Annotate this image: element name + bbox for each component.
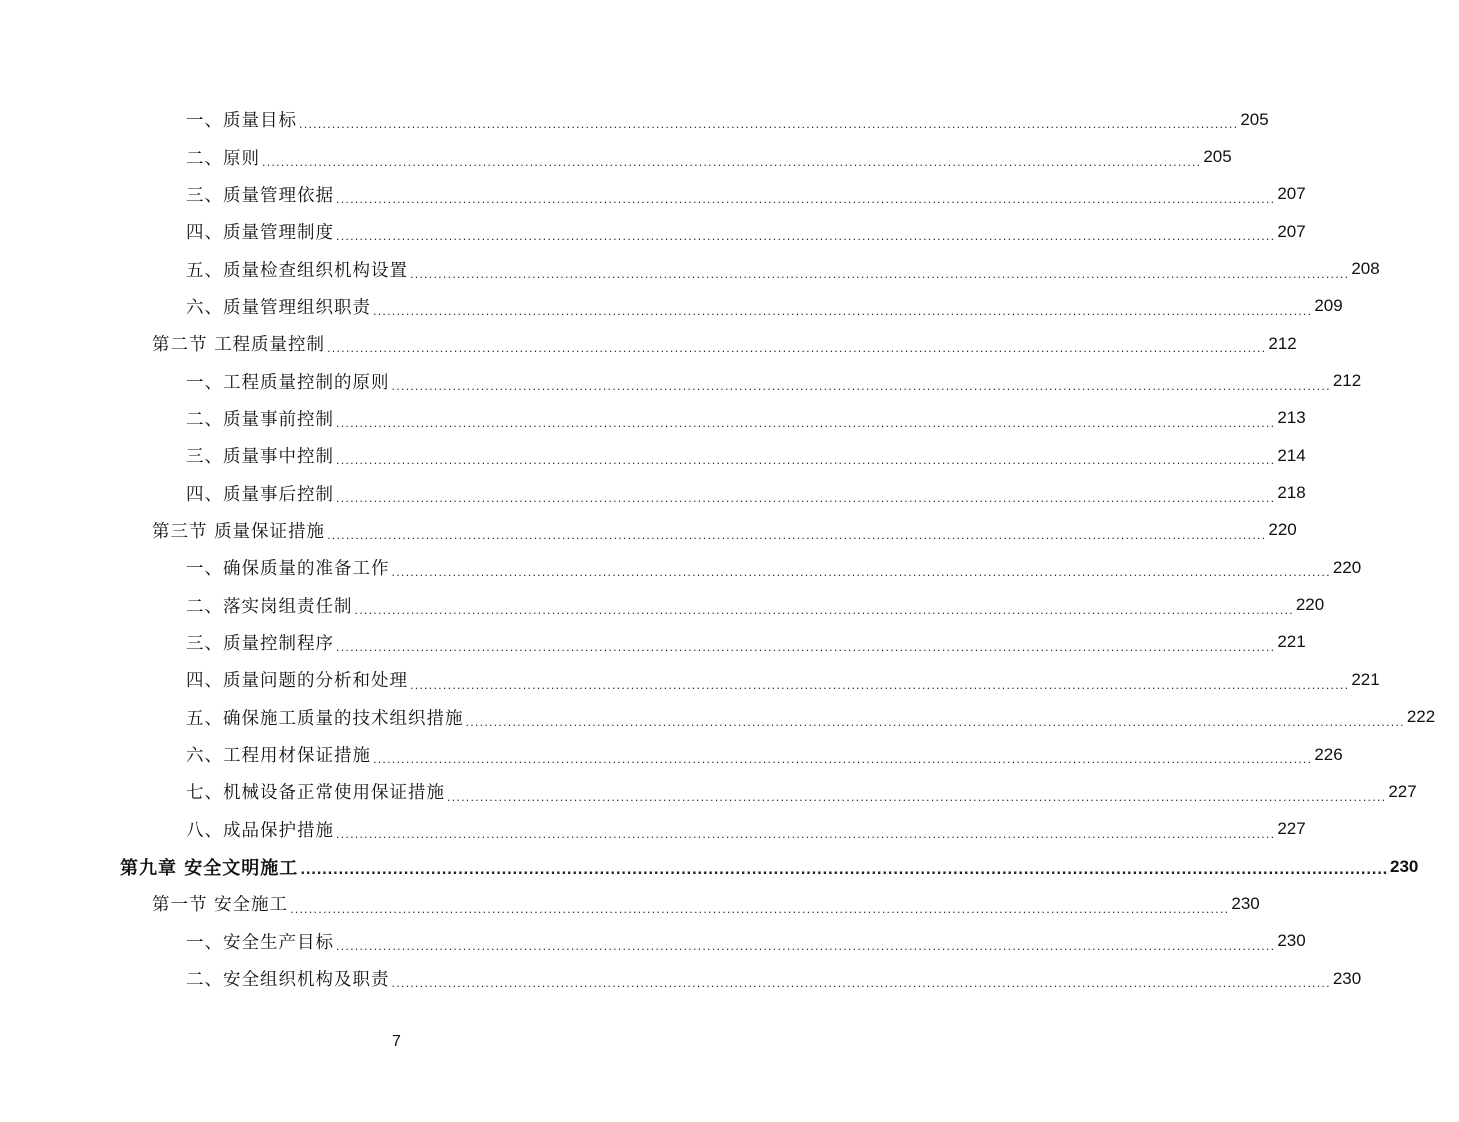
toc-leader-dots: ........................................................................................................................................................................................................ bbox=[373, 753, 1313, 767]
toc-entry-title: 四、质量问题的分析和处理 bbox=[186, 671, 408, 692]
toc-leader-dots: ........................................................................................................................................................................................................ bbox=[391, 379, 1331, 393]
toc-entry[interactable] bbox=[0, 885, 1260, 922]
toc-entry-title: 第九章 安全文明施工 bbox=[120, 857, 299, 879]
toc-leader-dots: ........................................................................................................................................................................................................ bbox=[391, 977, 1331, 991]
toc-leader-dots: ........................................................................................................................................................................................................ bbox=[336, 641, 1276, 655]
toc-entry-page: 212 bbox=[1332, 371, 1362, 391]
toc-leader-dots: ........................................................................................................................................................................................................ bbox=[410, 267, 1350, 281]
toc-entry[interactable] bbox=[0, 101, 1269, 138]
toc-leader-dots: ........................................................................................................................................................................................................ bbox=[336, 939, 1276, 953]
toc-entry[interactable] bbox=[0, 773, 1417, 810]
toc-entry-page: 222 bbox=[1406, 707, 1436, 727]
toc-entry-title: 一、安全生产目标 bbox=[186, 932, 334, 953]
toc-entry-title: 五、质量检查组织机构设置 bbox=[186, 260, 408, 281]
footer-page-number: 7 bbox=[392, 1033, 401, 1050]
toc-entry-page: 214 bbox=[1277, 445, 1306, 465]
toc-entry[interactable] bbox=[0, 474, 1306, 511]
toc-entry-title: 二、安全组织机构及职责 bbox=[186, 970, 390, 991]
toc-entry[interactable] bbox=[0, 923, 1306, 960]
toc-entry[interactable] bbox=[0, 176, 1306, 213]
toc-leader-dots: ........................................................................................................................................................................................................ bbox=[391, 566, 1331, 580]
toc-entry-page: 230 bbox=[1332, 968, 1362, 988]
toc-entry[interactable] bbox=[0, 586, 1325, 623]
toc-entry-title: 二、落实岗组责任制 bbox=[186, 596, 353, 617]
toc-leader-dots: ........................................................................................................................................................................................................ bbox=[299, 118, 1239, 132]
toc-entry-page: 227 bbox=[1277, 819, 1306, 839]
toc-leader-dots: ........................................................................................................................................................................................................ bbox=[290, 902, 1230, 916]
toc-entry-page: 220 bbox=[1295, 595, 1325, 615]
toc-entry-page: 207 bbox=[1277, 184, 1306, 204]
toc-entry-page: 205 bbox=[1203, 147, 1232, 167]
toc-entry[interactable] bbox=[0, 400, 1306, 437]
table-of-contents bbox=[0, 101, 1436, 997]
toc-entry[interactable] bbox=[0, 512, 1297, 549]
toc-entry[interactable] bbox=[0, 811, 1306, 848]
toc-entry[interactable] bbox=[0, 288, 1343, 325]
toc-leader-dots: ........................................................................................................................................................................................................ bbox=[262, 155, 1202, 169]
toc-entry-page: 226 bbox=[1314, 744, 1343, 764]
toc-entry-title: 八、成品保护措施 bbox=[186, 820, 334, 841]
toc-leader-dots: ........................................................................................................................................................................................................ bbox=[465, 715, 1405, 729]
toc-entry[interactable] bbox=[0, 624, 1306, 661]
toc-entry-title: 三、质量管理依据 bbox=[186, 185, 334, 206]
toc-entry-page: 230 bbox=[1389, 856, 1419, 876]
toc-entry-title: 一、确保质量的准备工作 bbox=[186, 559, 390, 580]
toc-entry-page: 221 bbox=[1351, 669, 1380, 689]
toc-entry-title: 第二节 工程质量控制 bbox=[152, 335, 326, 356]
toc-leader-dots: ........................................................................................................................................................................................................ bbox=[410, 678, 1350, 692]
toc-entry-title: 第一节 安全施工 bbox=[152, 895, 289, 916]
toc-entry-title: 一、工程质量控制的原则 bbox=[186, 372, 390, 393]
toc-entry[interactable] bbox=[0, 325, 1297, 362]
toc-leader-dots: ........................................................................................................................................................................................................ bbox=[336, 827, 1276, 841]
toc-leader-dots: ........................................................................................................................................................................................................ bbox=[336, 454, 1276, 468]
toc-entry-title: 第三节 质量保证措施 bbox=[152, 521, 326, 542]
toc-entry[interactable] bbox=[0, 960, 1362, 997]
toc-entry[interactable] bbox=[0, 699, 1436, 736]
toc-leader-dots: ........................................................................................................................................................................................................ bbox=[354, 603, 1294, 617]
toc-entry[interactable] bbox=[0, 250, 1380, 287]
toc-entry-title: 七、机械设备正常使用保证措施 bbox=[186, 783, 445, 804]
toc-entry-title: 二、原则 bbox=[186, 148, 260, 169]
toc-leader-dots: ........................................................................................................................................................................................................ bbox=[300, 863, 1388, 879]
toc-leader-dots: ........................................................................................................................................................................................................ bbox=[327, 342, 1267, 356]
toc-entry-title: 一、质量目标 bbox=[186, 111, 297, 132]
toc-leader-dots: ........................................................................................................................................................................................................ bbox=[336, 491, 1276, 505]
toc-entry-title: 六、工程用材保证措施 bbox=[186, 746, 371, 767]
toc-leader-dots: ........................................................................................................................................................................................................ bbox=[336, 417, 1276, 431]
toc-leader-dots: ........................................................................................................................................................................................................ bbox=[373, 305, 1313, 319]
toc-entry-page: 209 bbox=[1314, 296, 1343, 316]
toc-entry[interactable] bbox=[0, 138, 1232, 175]
toc-entry-page: 220 bbox=[1268, 520, 1297, 540]
toc-entry-page: 220 bbox=[1332, 557, 1362, 577]
toc-entry-page: 205 bbox=[1240, 109, 1269, 129]
toc-entry-title: 二、质量事前控制 bbox=[186, 409, 334, 430]
toc-entry-page: 221 bbox=[1277, 632, 1306, 652]
toc-entry-page: 208 bbox=[1351, 259, 1380, 279]
toc-entry-page: 230 bbox=[1277, 931, 1306, 951]
toc-entry-page: 218 bbox=[1277, 483, 1306, 503]
toc-leader-dots: ........................................................................................................................................................................................................ bbox=[336, 230, 1276, 244]
toc-entry-title: 五、确保施工质量的技术组织措施 bbox=[186, 708, 464, 729]
toc-entry[interactable] bbox=[0, 362, 1362, 399]
toc-entry-page: 207 bbox=[1277, 221, 1306, 241]
toc-entry-page: 230 bbox=[1231, 893, 1260, 913]
toc-entry[interactable] bbox=[0, 848, 1419, 885]
toc-entry[interactable] bbox=[0, 213, 1306, 250]
toc-entry-title: 三、质量事中控制 bbox=[186, 447, 334, 468]
toc-entry[interactable] bbox=[0, 549, 1362, 586]
toc-entry[interactable] bbox=[0, 736, 1343, 773]
toc-entry[interactable] bbox=[0, 437, 1306, 474]
toc-leader-dots: ........................................................................................................................................................................................................ bbox=[447, 790, 1387, 804]
toc-entry-title: 四、质量管理制度 bbox=[186, 223, 334, 244]
toc-entry-title: 六、质量管理组织职责 bbox=[186, 297, 371, 318]
toc-entry-title: 四、质量事后控制 bbox=[186, 484, 334, 505]
toc-leader-dots: ........................................................................................................................................................................................................ bbox=[327, 529, 1267, 543]
toc-entry-title: 三、质量控制程序 bbox=[186, 633, 334, 654]
toc-leader-dots: ........................................................................................................................................................................................................ bbox=[336, 193, 1276, 207]
toc-entry-page: 212 bbox=[1268, 333, 1297, 353]
toc-entry-page: 213 bbox=[1277, 408, 1306, 428]
toc-entry-page: 227 bbox=[1388, 781, 1417, 801]
toc-entry[interactable] bbox=[0, 661, 1380, 698]
